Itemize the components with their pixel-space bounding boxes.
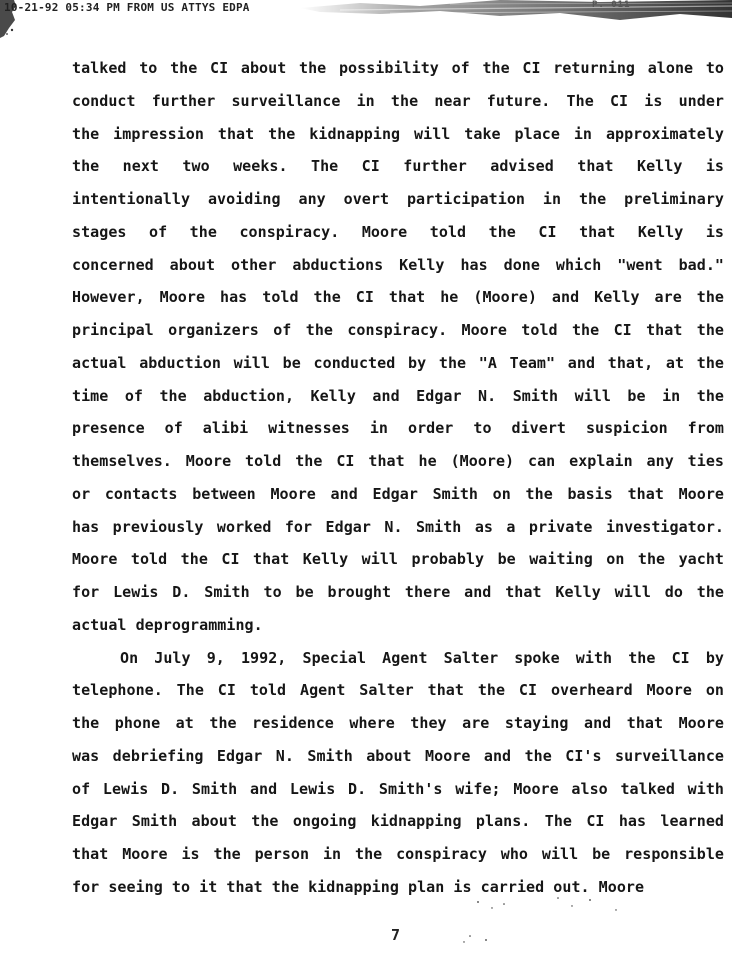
text-line: actual deprogramming. <box>72 615 263 634</box>
text-line: the next two weeks. The CI further advised that Kelly is <box>72 157 724 176</box>
scan-speckles <box>440 860 640 950</box>
text-line: or contacts between Moore and Edgar Smith on the basis that Moore <box>72 484 724 503</box>
text-line: stages of the conspiracy. Moore told the CI that Kelly is <box>72 222 724 241</box>
text-line: Moore told the CI that Kelly will probably be waiting on the yacht <box>72 550 724 569</box>
text-line: for Lewis D. Smith to be brought there and that Kelly will do the <box>72 583 724 601</box>
text-line: intentionally avoiding any overt participation in the preliminary <box>72 190 724 208</box>
paragraph <box>72 56 724 646</box>
text-line: telephone. The CI told Agent Salter that the CI overheard Moore on <box>72 681 724 700</box>
page-number: 7 <box>391 926 401 944</box>
text-line: Edgar Smith about the ongoing kidnapping plans. The CI has learned <box>72 812 724 831</box>
text-line: However, Moore has told the CI that he (Moore) and Kelly are the <box>72 288 724 307</box>
text-line: presence of alibi witnesses in order to divert suspicion from <box>72 419 724 438</box>
text-line: concerned about other abductions Kelly has done which "went bad." <box>72 255 724 274</box>
document-body <box>72 56 724 908</box>
scan-noise-band <box>300 0 732 22</box>
text-line: that Moore is the person in the conspiracy who will be responsible <box>72 845 724 863</box>
text-line: On July 9, 1992, Special Agent Salter spoke with the CI by <box>120 648 724 667</box>
fax-transmission-line: 10-21-92 05:34 PM FROM US ATTYS EDPA <box>4 1 250 14</box>
text-line: the phone at the residence where they are staying and that Moore <box>72 714 724 732</box>
fax-page-code: P. 011 <box>592 0 631 10</box>
text-line: of Lewis D. Smith and Lewis D. Smith's wife; Moore also talked with <box>72 779 724 798</box>
text-line: the impression that the kidnapping will take place in approximately <box>72 124 724 143</box>
text-line: was debriefing Edgar N. Smith about Moore and the CI's surveillance <box>72 746 724 765</box>
text-line: actual abduction will be conducted by the "A Team" and that, at the <box>72 353 724 372</box>
text-line: has previously worked for Edgar N. Smith as a private investigator. <box>72 517 724 536</box>
text-line: time of the abduction, Kelly and Edgar N. Smith will be in the <box>72 386 724 405</box>
text-line: themselves. Moore told the CI that he (Moore) can explain any ties <box>72 452 724 470</box>
text-line: principal organizers of the conspiracy. Moore told the CI that the <box>72 321 724 339</box>
fax-header <box>0 0 732 34</box>
text-line: conduct further surveillance in the near future. The CI is under <box>72 91 724 110</box>
text-line: for seeing to it that the kidnapping plan is carried out. Moore <box>72 877 645 896</box>
text-line: talked to the CI about the possibility of the CI returning alone to <box>72 59 724 77</box>
